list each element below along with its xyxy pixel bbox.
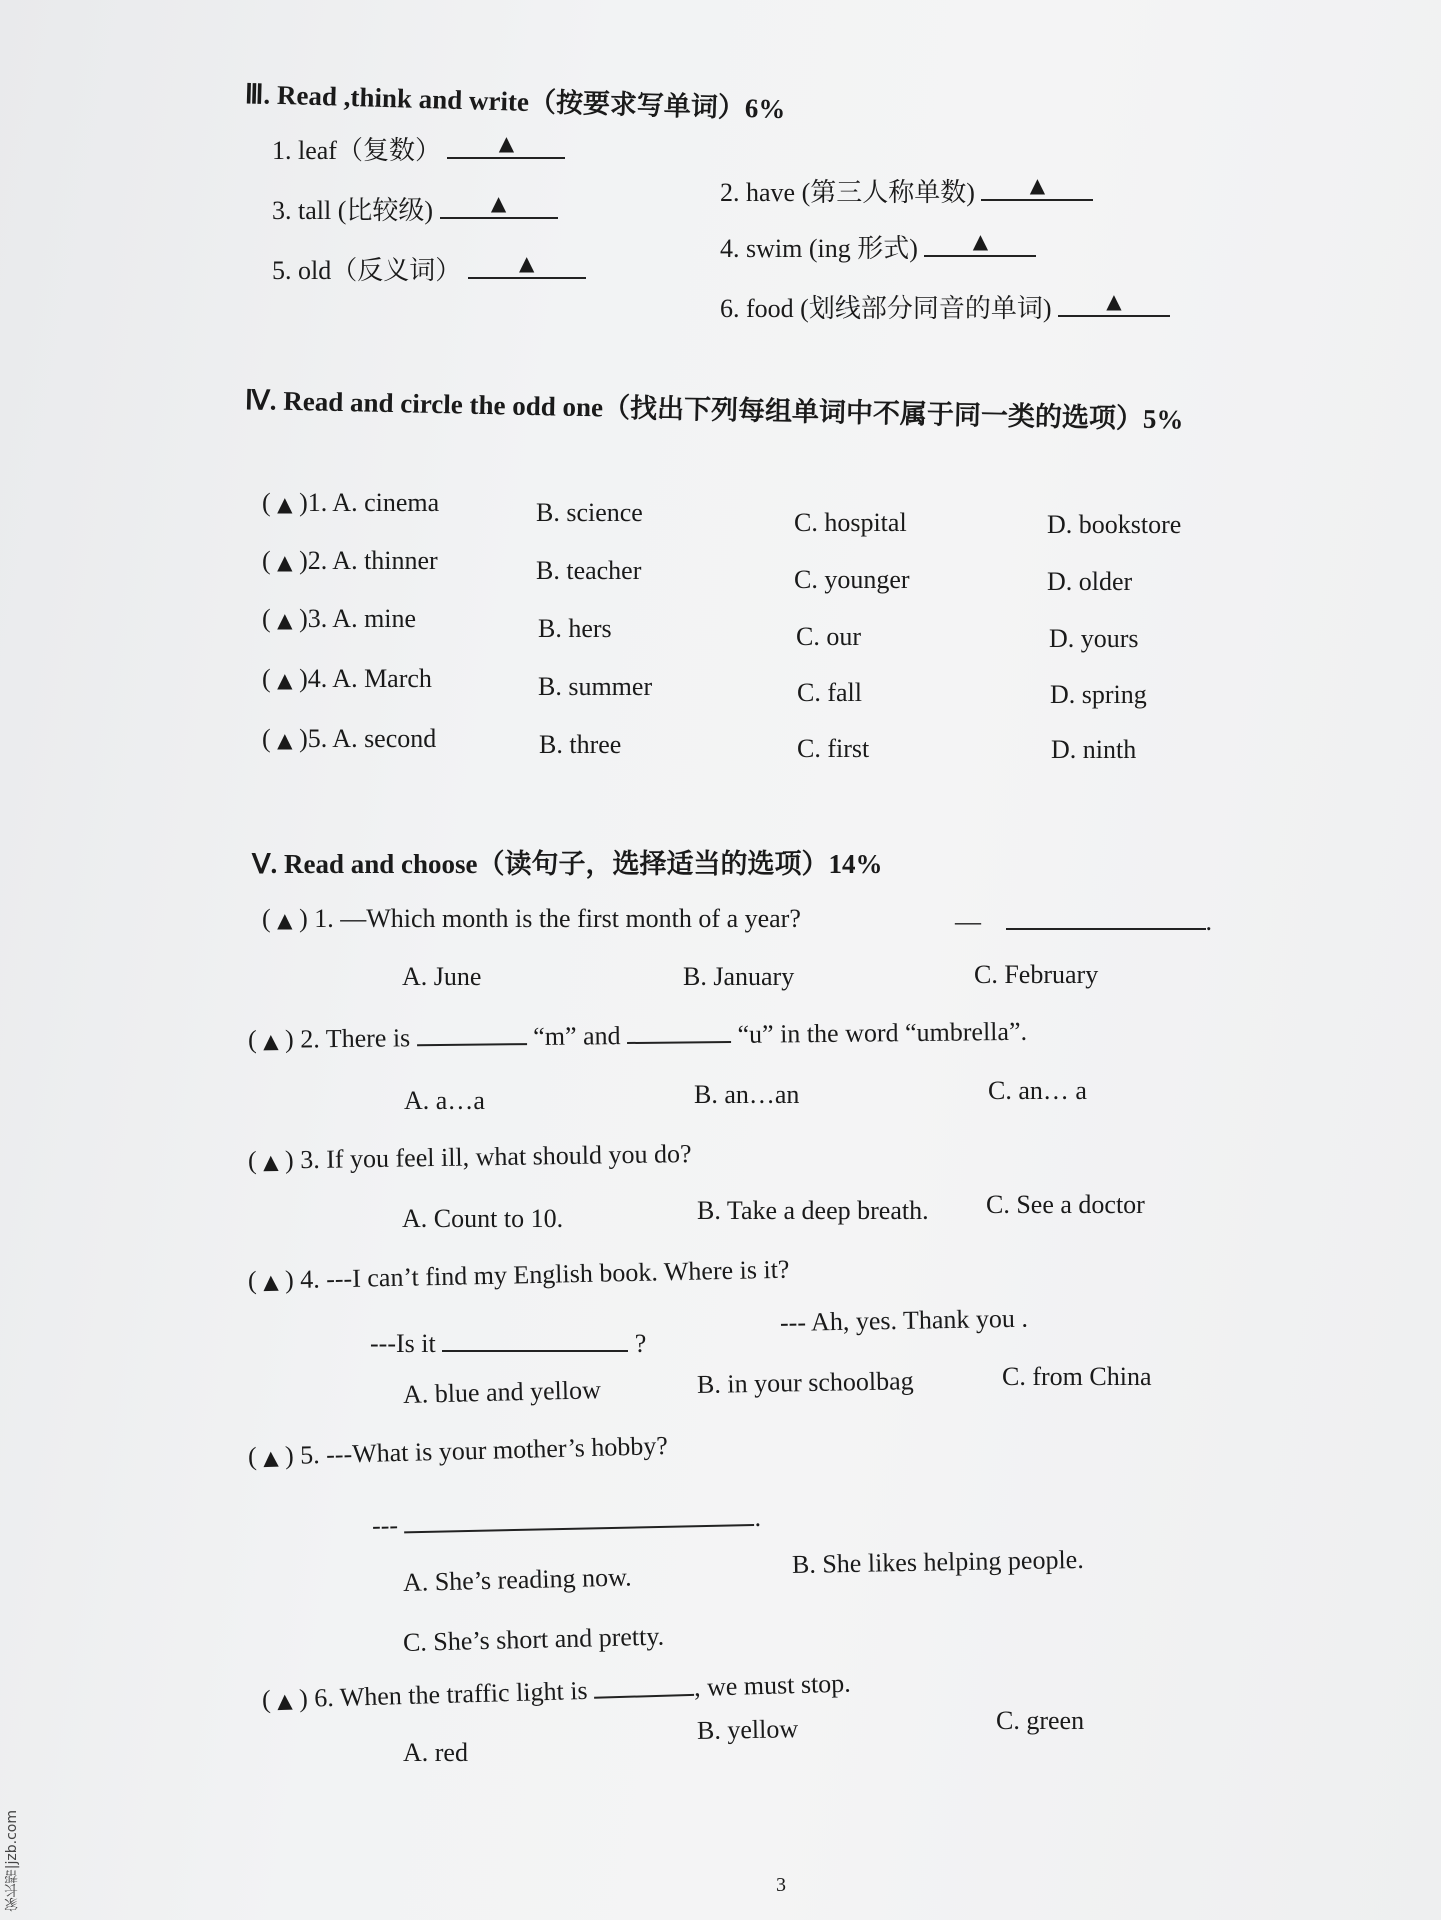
s5-q6-b: B. yellow <box>696 1714 799 1745</box>
s4-q5-a: )5. A. second <box>299 724 437 753</box>
s4-q3-c: C. our <box>796 622 861 651</box>
open-paren: ( <box>247 1145 257 1175</box>
s5-q1-dash: — <box>955 907 981 936</box>
s5-q4-isit-label: ---Is it <box>370 1329 436 1358</box>
s5-q4 <box>248 1255 790 1296</box>
s4-q4-d: D. spring <box>1050 680 1147 709</box>
triangle-icon[interactable]: ▲ <box>277 550 293 574</box>
triangle-icon[interactable]: ▲ <box>277 668 293 692</box>
s3-answer-5[interactable] <box>468 253 586 279</box>
triangle-icon[interactable]: ▲ <box>277 492 293 516</box>
s5-q2-pre: ) 2. There is <box>284 1023 411 1054</box>
open-paren: ( <box>262 904 271 933</box>
watermark: 家长帮|jzb.com <box>4 1810 20 1912</box>
s4-q1-c: C. hospital <box>794 508 907 537</box>
s5-q1-answer: — . <box>955 904 1212 937</box>
s5-q3-b: B. Take a deep breath. <box>697 1196 929 1225</box>
s4-q2-c: C. younger <box>794 565 910 594</box>
triangle-icon: ▲ <box>972 229 989 253</box>
s4-q5-prefix <box>262 724 436 754</box>
triangle-icon[interactable]: ▲ <box>277 608 293 632</box>
s5-q4-b: B. in your schoolbag <box>696 1366 914 1399</box>
triangle-icon: ▲ <box>1029 173 1046 197</box>
s5-q5-text: ) 5. ---What is your mother’s hobby? <box>284 1431 669 1471</box>
s3-answer-2[interactable] <box>981 175 1093 201</box>
s5-q3-a: A. Count to 10. <box>402 1204 564 1233</box>
open-paren: ( <box>262 724 271 753</box>
s4-q4-a: )4. A. March <box>299 664 432 693</box>
s4-q2-d: D. older <box>1047 567 1133 596</box>
open-paren: ( <box>261 1684 272 1714</box>
s5-q2-u: “u” in the word “umbrella”. <box>737 1016 1028 1049</box>
s5-q5 <box>248 1431 669 1472</box>
s5-q1 <box>262 904 801 934</box>
s5-q2 <box>248 1014 1027 1055</box>
s4-q1-b: B. science <box>536 498 643 527</box>
s4-q5-b: B. three <box>539 730 622 759</box>
s4-q3-d: D. yours <box>1049 624 1139 653</box>
s5-q6-pre: ) 6. When the traffic light is <box>298 1675 588 1713</box>
s5-q5-blank[interactable] <box>404 1500 754 1533</box>
s4-q1-a: )1. A. cinema <box>299 488 440 517</box>
s4-q3-prefix <box>262 604 416 634</box>
s5-q6-c: C. green <box>996 1706 1085 1735</box>
s4-q2-b: B. teacher <box>536 556 642 585</box>
s3-answer-3[interactable] <box>440 193 558 219</box>
section4-heading: Ⅳ. Read and circle the odd one（找出下列每组单词中不属于同一类的选项）5% <box>244 385 1184 435</box>
s4-q4-c: C. fall <box>797 678 862 707</box>
s5-q2-blank-1[interactable] <box>417 1019 527 1046</box>
s5-q6 <box>262 1666 852 1715</box>
s5-q4-blank[interactable] <box>442 1326 628 1352</box>
open-paren: ( <box>247 1265 257 1295</box>
s4-q3-a: )3. A. mine <box>299 604 417 633</box>
s5-q1-a: A. June <box>402 962 482 991</box>
triangle-icon[interactable]: ▲ <box>262 1149 279 1174</box>
s5-q2-blank-2[interactable] <box>627 1017 731 1044</box>
s3-item-6 <box>720 288 1170 325</box>
s3-item-3 <box>272 190 558 227</box>
s4-q5-d: D. ninth <box>1051 735 1137 764</box>
s5-q4-a: A. blue and yellow <box>402 1375 602 1409</box>
s3-item-4 <box>720 228 1036 265</box>
open-paren: ( <box>262 604 271 633</box>
open-paren: ( <box>262 546 271 575</box>
triangle-icon: ▲ <box>490 191 507 215</box>
open-paren: ( <box>262 488 271 517</box>
triangle-icon[interactable]: ▲ <box>262 1445 279 1470</box>
s4-q1-d: D. bookstore <box>1047 510 1182 539</box>
s5-q3-c: C. See a doctor <box>986 1190 1145 1219</box>
s5-q6-blank[interactable] <box>594 1670 695 1699</box>
s3-item-2 <box>720 172 1093 209</box>
s5-q4-reply: --- Ah, yes. Thank you . <box>779 1303 1029 1337</box>
s3-item-4-label: 4. swim (ing 形式) <box>720 234 918 263</box>
open-paren: ( <box>262 664 271 693</box>
s4-q5-c: C. first <box>797 734 870 763</box>
s5-q1-b: B. January <box>683 962 795 991</box>
triangle-icon: ▲ <box>519 251 535 275</box>
s5-q3-text: ) 3. If you feel ill, what should you do? <box>284 1139 692 1175</box>
page-number: 3 <box>776 1874 786 1896</box>
s3-item-6-label: 6. food (划线部分同音的单词) <box>720 294 1052 323</box>
s4-q4-prefix <box>262 664 432 694</box>
s5-q2-c: C. an… a <box>988 1076 1087 1105</box>
s4-q1-prefix <box>262 488 439 518</box>
s5-q6-post: , we must stop. <box>693 1668 852 1702</box>
triangle-icon[interactable]: ▲ <box>276 1688 293 1713</box>
s3-answer-6[interactable] <box>1058 291 1170 317</box>
s5-q3 <box>248 1139 692 1176</box>
s5-q6-a: A. red <box>403 1738 468 1767</box>
s5-q5-a: A. She’s reading now. <box>402 1562 632 1597</box>
s3-item-5-label: 5. old（反义词） <box>272 256 462 285</box>
section5-heading: Ⅴ. Read and choose（读句子，选择适当的选项）14% <box>252 849 883 879</box>
s5-q4-c: C. from China <box>1002 1362 1152 1391</box>
s5-q5-dash: --- <box>371 1510 399 1540</box>
triangle-icon: ▲ <box>498 131 515 155</box>
section3-heading: Ⅲ. Read ,think and write（按要求写单词）6% <box>244 79 786 125</box>
s5-q5-b: B. She likes helping people. <box>791 1544 1084 1579</box>
s3-item-3-label: 3. tall (比较级) <box>272 196 434 225</box>
s5-q4-text: ) 4. ---I can’t find my English book. Where is it? <box>284 1254 790 1295</box>
triangle-icon[interactable]: ▲ <box>262 1269 279 1294</box>
s3-item-2-label: 2. have (第三人称单数) <box>720 178 975 207</box>
triangle-icon: ▲ <box>1106 289 1122 313</box>
s5-q5-answer: --- . <box>372 1500 762 1541</box>
triangle-icon[interactable]: ▲ <box>277 728 293 752</box>
s5-q2-m: “m” and <box>533 1021 621 1052</box>
s4-q2-prefix <box>262 546 438 576</box>
s5-q1-blank[interactable] <box>1006 904 1206 930</box>
s5-q4-isit: ---Is it ? <box>370 1326 646 1359</box>
open-paren: ( <box>247 1024 257 1054</box>
s5-q2-b: B. an…an <box>694 1080 800 1109</box>
s3-answer-1[interactable] <box>447 133 565 159</box>
s3-answer-4[interactable] <box>924 231 1036 257</box>
s4-q4-b: B. summer <box>538 672 653 701</box>
s3-item-1 <box>272 130 565 167</box>
s3-item-1-label: 1. leaf（复数） <box>272 136 441 165</box>
s5-q1-c: C. February <box>974 960 1099 989</box>
open-paren: ( <box>247 1441 258 1471</box>
s4-q3-b: B. hers <box>538 614 612 643</box>
triangle-icon[interactable]: ▲ <box>263 1028 279 1053</box>
s3-item-5 <box>272 250 586 287</box>
s4-q2-a: )2. A. thinner <box>299 546 438 575</box>
s5-q2-a: A. a…a <box>404 1086 485 1115</box>
triangle-icon[interactable]: ▲ <box>277 908 293 932</box>
s5-q5-c: C. She’s short and pretty. <box>402 1621 665 1657</box>
s5-q1-text: ) 1. —Which month is the first month of a year? <box>299 904 801 933</box>
